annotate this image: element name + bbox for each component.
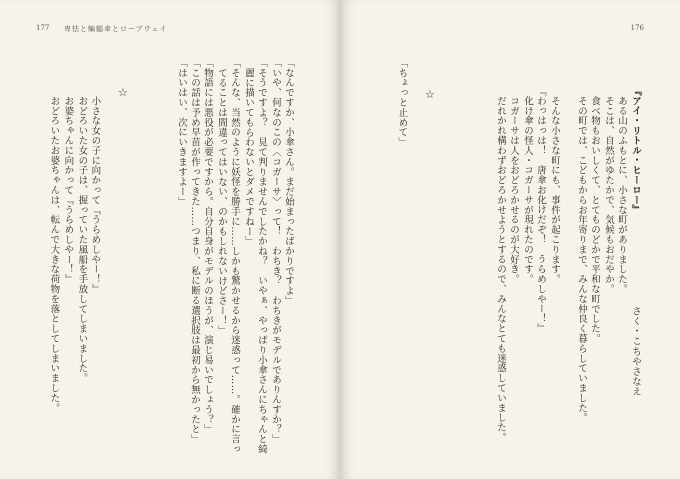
left-page xyxy=(0,0,339,479)
story-line-6: 『わっはっは！ 唐傘お化けだぞ！ うらめしやー！』 xyxy=(535,86,546,334)
dialogue-line-3: 「そうですよ？ 見て判りませんでしたかね？ いやぁ、やっぱり小傘さんにちゃんと綺 xyxy=(256,58,267,454)
dialogue-line-7: 「物語には悪役が必要ですから。自分自身がモデルのほうが、演じ易いでしょう？」 xyxy=(202,58,213,435)
story-line-2: おどろいた女の子は、握っていた風船を手放してしまいました。 xyxy=(76,96,88,384)
dialogue-line-5: 「そんな、当然のように妖怪を勝手に……しかも驚かせるから迷惑って……。確かに言っ xyxy=(229,58,240,454)
story-line-1: ある山のふもとに、小さな町がありました。 xyxy=(616,96,627,294)
section-star-right: ☆ xyxy=(425,88,435,101)
story-line-4: その町では、こどもからお年寄りまで、みんな仲良く暮らしていました。 xyxy=(576,96,587,423)
story-line-7: 化け傘の怪人・コガーサが現れたのです。 xyxy=(522,96,533,285)
story-line-5: そんな小さな町にも、事件が起こります。 xyxy=(549,96,560,285)
story-line-2: そこは、自然がゆたかで、気候もおだやか。 xyxy=(603,96,614,294)
dialogue-line-6: てることは間違ってはいない、のかもしれないけどさー！」 xyxy=(216,68,227,336)
story-title: 『アイ・リトル・ヒーロー』 xyxy=(630,86,641,215)
dialogue-line-8: 「この話は予め早苗が作ってきた……つまり、私に断る選択肢は最初から無かったと」 xyxy=(189,58,200,445)
dialogue-line-9: 「はいはい、次にいきますよー」 xyxy=(176,58,187,207)
running-title: 卑怯と蝙蝠傘とロープウェイ xyxy=(64,25,168,33)
stop-line: 「ちょっと止めて」 xyxy=(396,58,408,148)
right-page xyxy=(341,0,680,479)
story-line-4: おどろいたお婆ちゃんは、転んで大きな荷物を落としてしまいました。 xyxy=(48,96,60,413)
story-line-1: 小さな女の子に向かって『うらめしやー！』 xyxy=(89,96,101,294)
dialogue-line-4: 麗に描いてもらわないとダメですねー」 xyxy=(243,68,254,247)
story-line-3: お婆ちゃんに向かって『うらめしやー！』 xyxy=(62,96,74,285)
story-line-9: だれかれ構わずおどろかせようとするので、みんなとても迷惑していました。 xyxy=(495,96,506,443)
page-number-176: 176 xyxy=(630,24,644,32)
story-line-8: コガーサは人をおどろかせるのが大好き。 xyxy=(508,96,519,285)
story-line-3: 食べ物もおいしくて、とてものどかで平和な町でした。 xyxy=(589,96,600,344)
dialogue-line-1: 「なんですか、小傘さん。まだ始まったばかりですよ」 xyxy=(283,58,294,306)
dialogue-line-2: 「いや、何なのこの〈コガーサ〉って！ わちき？ わちきがモデルでありんすか？」 xyxy=(270,58,281,445)
page-number-177: 177 xyxy=(36,24,50,32)
section-star-left: ☆ xyxy=(118,86,128,99)
story-author: さく・こちやさなえ xyxy=(630,306,641,397)
